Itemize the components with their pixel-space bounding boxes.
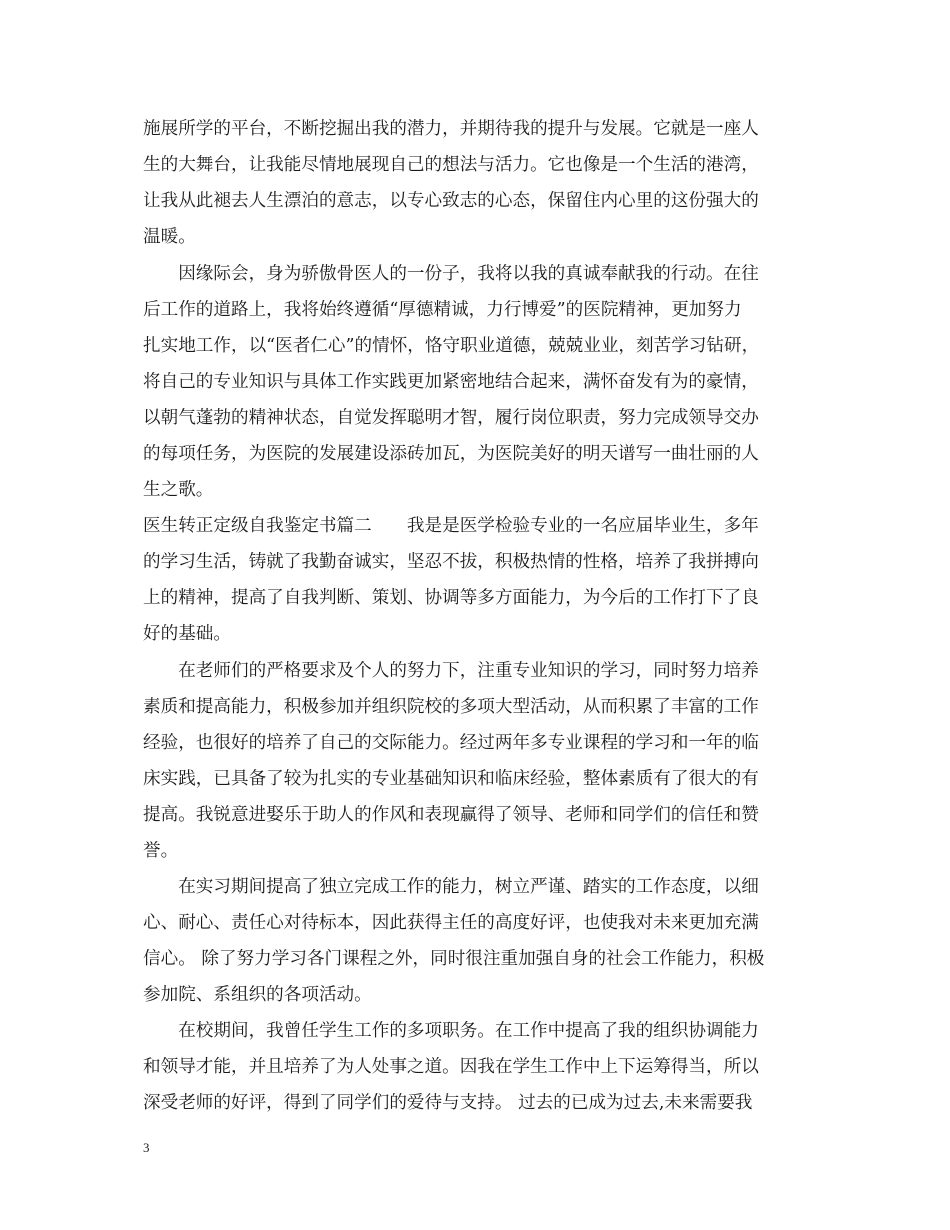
text-line: 心、耐心、责任心对待标本，因此获得主任的高度好评，也使我对未来更加充满 — [143, 913, 759, 933]
text-line: 扎实地工作，以“医者仁心”的情怀，恪守职业道德，兢兢业业，刻苦学习钻研， — [143, 336, 760, 356]
section-heading-line: 医生转正定级自我鉴定书篇二 我是是医学检验专业的一名应届毕业生，多年 — [143, 516, 759, 536]
text-line: 温暖。 — [143, 227, 196, 247]
text-line: 因缘际会，身为骄傲骨医人的一份子，我将以我的真诚奉献我的行动。在往 — [143, 264, 759, 284]
text-line: 的每项任务，为医院的发展建设添砖加瓦，为医院美好的明天谱写一曲壮丽的人 — [143, 444, 759, 464]
text-line: 在校期间，我曾任学生工作的多项职务。在工作中提高了我的组织协调能力 — [143, 1021, 759, 1041]
text-line: 在实习期间提高了独立完成工作的能力，树立严谨、踏实的工作态度，以细 — [143, 877, 759, 897]
text-line: 上的精神，提高了自我判断、策划、协调等多方面能力，为今后的工作打下了良 — [143, 588, 759, 608]
text-line: 和领导才能，并且培养了为人处事之道。因我在学生工作中上下运筹得当，所以 — [143, 1057, 759, 1077]
text-line: 好的基础。 — [143, 624, 231, 644]
text-line: 参加院、系组织的各项活动。 — [143, 985, 372, 1005]
text-line: 以朝气蓬勃的精神状态，自觉发挥聪明才智，履行岗位职责，努力完成领导交办 — [143, 408, 759, 428]
text-line: 素质和提高能力，积极参加并组织院校的多项大型活动，从而积累了丰富的工作 — [143, 697, 759, 717]
text-line: 让我从此褪去人生漂泊的意志，以专心致志的心态，保留住内心里的这份强大的 — [143, 191, 759, 211]
text-line: 在老师们的严格要求及个人的努力下，注重专业知识的学习，同时努力培养 — [143, 661, 759, 681]
text-line: 誉。 — [143, 841, 179, 861]
text-line: 的学习生活，铸就了我勤奋诚实，坚忍不拔，积极热情的性格，培养了我拼搏向 — [143, 552, 759, 572]
text-line: 床实践，已具备了较为扎实的专业基础知识和临床经验，整体素质有了很大的有 — [143, 769, 759, 789]
text-line: 深受老师的好评，得到了同学们的爱待与支持。 过去的已成为过去,未来需要我 — [143, 1093, 753, 1113]
text-line: 信心。 除了努力学习各门课程之外，同时很注重加强自身的社会工作能力，积极 — [143, 949, 765, 969]
text-line: 经验，也很好的培养了自己的交际能力。经过两年多专业课程的学习和一年的临 — [143, 733, 759, 753]
text-line: 生之歌。 — [143, 480, 214, 500]
text-line: 后工作的道路上，我将始终遵循“厚德精诚，力行博爱”的医院精神，更加努力 — [143, 300, 742, 320]
page-number: 3 — [143, 1140, 150, 1155]
text-line: 将自己的专业知识与具体工作实践更加紧密地结合起来，满怀奋发有为的豪情， — [143, 372, 759, 392]
text-line: 提高。我锐意进娶乐于助人的作风和表现赢得了领导、老师和同学们的信任和赞 — [143, 805, 759, 825]
text-line: 施展所学的平台，不断挖掘出我的潜力，并期待我的提升与发展。它就是一座人 — [143, 119, 759, 139]
text-line: 生的大舞台，让我能尽情地展现自己的想法与活力。它也像是一个生活的港湾， — [143, 155, 759, 175]
